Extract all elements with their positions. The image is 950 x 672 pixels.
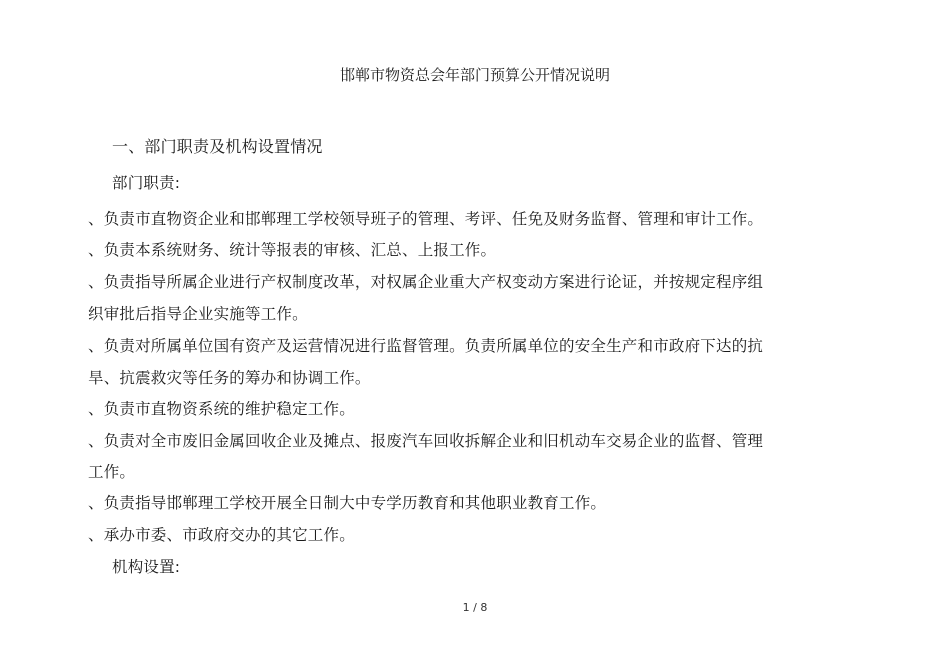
duty-item-2: 、负责本系统财务、统计等报表的审核、汇总、上报工作。	[88, 241, 497, 259]
duty-item-4-line-1: 、负责对所属单位国有资产及运营情况进行监督管理。负责所属单位的安全生产和市政府下达的抗	[88, 337, 764, 355]
duty-item-5: 、负责市直物资系统的维护稳定工作。	[88, 400, 355, 418]
duty-item-4-line-2: 旱、抗震救灾等任务的筹办和协调工作。	[88, 369, 371, 387]
duty-item-3-line-2: 织审批后指导企业实施等工作。	[88, 305, 308, 323]
duty-item-3-line-1: 、负责指导所属企业进行产权制度改革，对权属企业重大产权变动方案进行论证，并按规定程序组	[88, 273, 764, 291]
duty-item-8: 、承办市委、市政府交办的其它工作。	[88, 526, 355, 544]
duty-item-6-line-2: 工作。	[88, 463, 136, 481]
document-title: 邯郸市物资总会年部门预算公开情况说明	[339, 66, 610, 84]
section-heading: 一、部门职责及机构设置情况	[112, 137, 323, 156]
duty-item-7: 、负责指导邯郸理工学校开展全日制大中专学历教育和其他职业教育工作。	[88, 494, 607, 512]
duty-item-6-line-1: 、负责对全市废旧金属回收企业及摊点、报废汽车回收拆解企业和旧机动车交易企业的监督、管理	[88, 432, 764, 450]
duty-item-1: 、负责市直物资企业和邯郸理工学校领导班子的管理、考评、任免及财务监督、管理和审计工作。	[88, 210, 764, 228]
duties-label: 部门职责:	[112, 174, 181, 192]
org-label: 机构设置:	[112, 558, 181, 576]
page-indicator: 1 / 8	[462, 601, 488, 614]
